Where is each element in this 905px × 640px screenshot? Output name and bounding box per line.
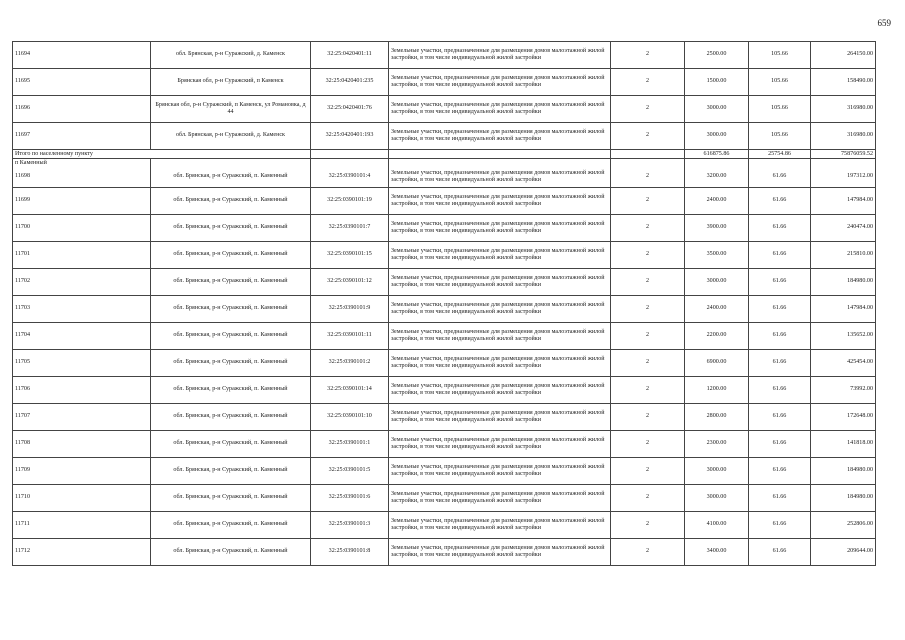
table-row <box>13 404 876 431</box>
permitted-use: Земельные участки, предназначенные для размещения домов малоэтажной жилой застройки, в том числе индивидуальной жилой застройки <box>389 296 611 323</box>
parcel-number: 11707 <box>13 404 151 431</box>
cadastral-value: 197312.00 <box>811 167 876 188</box>
specific-value: 61.66 <box>749 269 811 296</box>
cadastral-number: 32:25:0390101:8 <box>311 539 389 566</box>
parcel-address: обл. Брянская, р-н Суражский, п. Каменный <box>151 485 311 512</box>
parcel-address: обл. Брянская, р-н Суражский, п. Каменный <box>151 188 311 215</box>
locality-empty-cell <box>749 159 811 168</box>
cadastral-value: 172648.00 <box>811 404 876 431</box>
parcel-address: обл. Брянская, р-н Суражский, д. Каменск <box>151 123 311 150</box>
cadastral-number: 32:25:0390101:5 <box>311 458 389 485</box>
cadastral-value: 252806.00 <box>811 512 876 539</box>
parcel-address: обл. Брянская, р-н Суражский, п. Каменный <box>151 323 311 350</box>
parcel-area: 3200.00 <box>685 167 749 188</box>
permitted-use: Земельные участки, предназначенные для размещения домов малоэтажной жилой застройки, в том числе индивидуальной жилой застройки <box>389 123 611 150</box>
parcel-address: обл. Брянская, р-н Суражский, п. Каменный <box>151 404 311 431</box>
cadastral-number: 32:25:0390101:15 <box>311 242 389 269</box>
table-row <box>13 431 876 458</box>
cadastral-number: 32:25:0390101:9 <box>311 296 389 323</box>
locality-empty-cell <box>151 159 311 168</box>
table-body-bottom <box>13 159 876 566</box>
permitted-use: Земельные участки, предназначенные для размещения домов малоэтажной жилой застройки, в том числе индивидуальной жилой застройки <box>389 485 611 512</box>
group-number: 2 <box>611 188 685 215</box>
table-row <box>13 539 876 566</box>
cadastral-number: 32:25:0420401:235 <box>311 69 389 96</box>
specific-value: 61.66 <box>749 167 811 188</box>
permitted-use: Земельные участки, предназначенные для размещения домов малоэтажной жилой застройки, в том числе индивидуальной жилой застройки <box>389 167 611 188</box>
permitted-use: Земельные участки, предназначенные для размещения домов малоэтажной жилой застройки, в том числе индивидуальной жилой застройки <box>389 431 611 458</box>
parcel-address: обл. Брянская, р-н Суражский, п. Каменный <box>151 242 311 269</box>
cadastral-value: 316980.00 <box>811 96 876 123</box>
group-number: 2 <box>611 167 685 188</box>
parcel-number: 11712 <box>13 539 151 566</box>
cadastral-value: 135652.00 <box>811 323 876 350</box>
parcel-area: 2800.00 <box>685 404 749 431</box>
locality-empty-cell <box>611 159 685 168</box>
permitted-use: Земельные участки, предназначенные для размещения домов малоэтажной жилой застройки, в том числе индивидуальной жилой застройки <box>389 242 611 269</box>
summary-row <box>13 150 876 159</box>
parcel-address: обл. Брянская, р-н Суражский, п. Каменный <box>151 269 311 296</box>
cadastral-number: 32:25:0390101:6 <box>311 485 389 512</box>
summary-empty-cell <box>311 150 389 159</box>
cadastral-number: 32:25:0420401:76 <box>311 96 389 123</box>
parcel-area: 3000.00 <box>685 458 749 485</box>
group-number: 2 <box>611 96 685 123</box>
permitted-use: Земельные участки, предназначенные для размещения домов малоэтажной жилой застройки, в том числе индивидуальной жилой застройки <box>389 215 611 242</box>
parcel-number: 11709 <box>13 458 151 485</box>
summary-empty-cell <box>389 150 611 159</box>
parcel-address: обл. Брянская, р-н Суражский, п. Каменный <box>151 539 311 566</box>
locality-empty-cell <box>685 159 749 168</box>
parcel-address: обл. Брянская, р-н Суражский, п. Каменный <box>151 377 311 404</box>
specific-value: 61.66 <box>749 539 811 566</box>
cadastral-number: 32:25:0390101:4 <box>311 167 389 188</box>
table-row <box>13 42 876 69</box>
parcel-area: 2500.00 <box>685 42 749 69</box>
table-row <box>13 485 876 512</box>
permitted-use: Земельные участки, предназначенные для размещения домов малоэтажной жилой застройки, в том числе индивидуальной жилой застройки <box>389 69 611 96</box>
parcel-area: 2400.00 <box>685 296 749 323</box>
parcel-number: 11711 <box>13 512 151 539</box>
group-number: 2 <box>611 123 685 150</box>
table-row <box>13 69 876 96</box>
cadastral-number: 32:25:0390101:19 <box>311 188 389 215</box>
cadastral-number: 32:25:0390101:2 <box>311 350 389 377</box>
land-register-table <box>12 41 876 566</box>
cadastral-number: 32:25:0390101:7 <box>311 215 389 242</box>
parcel-number: 11702 <box>13 269 151 296</box>
parcel-number: 11704 <box>13 323 151 350</box>
parcel-address: обл. Брянская, р-н Суражский, п. Каменный <box>151 215 311 242</box>
cadastral-value: 316980.00 <box>811 123 876 150</box>
cadastral-number: 32:25:0390101:12 <box>311 269 389 296</box>
parcel-number: 11705 <box>13 350 151 377</box>
page-number: 659 <box>877 18 891 28</box>
parcel-number: 11697 <box>13 123 151 150</box>
parcel-number: 11701 <box>13 242 151 269</box>
parcel-area: 3000.00 <box>685 269 749 296</box>
specific-value: 61.66 <box>749 323 811 350</box>
cadastral-value: 147984.00 <box>811 296 876 323</box>
group-number: 2 <box>611 242 685 269</box>
table-row <box>13 167 876 188</box>
cadastral-value: 215810.00 <box>811 242 876 269</box>
parcel-address: обл. Брянская, р-н Суражский, п. Каменный <box>151 350 311 377</box>
specific-value: 61.66 <box>749 350 811 377</box>
parcel-area: 1200.00 <box>685 377 749 404</box>
parcel-number: 11708 <box>13 431 151 458</box>
locality-empty-cell <box>311 159 389 168</box>
parcel-address: обл. Брянская, р-н Суражский, п. Каменный <box>151 296 311 323</box>
cadastral-number: 32:25:0390101:10 <box>311 404 389 431</box>
cadastral-number: 32:25:0390101:11 <box>311 323 389 350</box>
parcel-area: 1500.00 <box>685 69 749 96</box>
summary-empty-cell <box>611 150 685 159</box>
specific-value: 61.66 <box>749 242 811 269</box>
parcel-number: 11696 <box>13 96 151 123</box>
specific-value: 105.66 <box>749 69 811 96</box>
group-number: 2 <box>611 539 685 566</box>
cadastral-value: 184980.00 <box>811 269 876 296</box>
parcel-number: 11699 <box>13 188 151 215</box>
specific-value: 61.66 <box>749 296 811 323</box>
parcel-number: 11706 <box>13 377 151 404</box>
specific-value: 105.66 <box>749 42 811 69</box>
parcel-number: 11694 <box>13 42 151 69</box>
table-row <box>13 123 876 150</box>
parcel-area: 3900.00 <box>685 215 749 242</box>
summary-area: 616875.86 <box>685 150 749 159</box>
parcel-address: обл. Брянская, р-н Суражский, п. Каменный <box>151 167 311 188</box>
specific-value: 61.66 <box>749 431 811 458</box>
specific-value: 105.66 <box>749 123 811 150</box>
table-row <box>13 296 876 323</box>
cadastral-value: 264150.00 <box>811 42 876 69</box>
cadastral-value: 425454.00 <box>811 350 876 377</box>
table-row <box>13 242 876 269</box>
locality-empty-cell <box>389 159 611 168</box>
parcel-area: 2400.00 <box>685 188 749 215</box>
cadastral-number: 32:25:0390101:14 <box>311 377 389 404</box>
cadastral-value: 158490.00 <box>811 69 876 96</box>
permitted-use: Земельные участки, предназначенные для размещения домов малоэтажной жилой застройки, в том числе индивидуальной жилой застройки <box>389 350 611 377</box>
permitted-use: Земельные участки, предназначенные для размещения домов малоэтажной жилой застройки, в том числе индивидуальной жилой застройки <box>389 377 611 404</box>
table-row <box>13 269 876 296</box>
locality-name: п Каменный <box>13 159 151 168</box>
parcel-number: 11695 <box>13 69 151 96</box>
parcel-address: Брянская обл, р-н Суражский, п Каменск, ул Романовка, д 44 <box>151 96 311 123</box>
parcel-number: 11698 <box>13 167 151 188</box>
parcel-area: 2300.00 <box>685 431 749 458</box>
parcel-number: 11710 <box>13 485 151 512</box>
parcel-area: 6900.00 <box>685 350 749 377</box>
cadastral-value: 141818.00 <box>811 431 876 458</box>
summary-section <box>13 150 876 159</box>
specific-value: 61.66 <box>749 404 811 431</box>
permitted-use: Земельные участки, предназначенные для размещения домов малоэтажной жилой застройки, в том числе индивидуальной жилой застройки <box>389 458 611 485</box>
group-number: 2 <box>611 431 685 458</box>
group-number: 2 <box>611 404 685 431</box>
group-number: 2 <box>611 296 685 323</box>
group-number: 2 <box>611 377 685 404</box>
summary-label: Итого по населенному пункту <box>13 150 311 159</box>
permitted-use: Земельные участки, предназначенные для размещения домов малоэтажной жилой застройки, в том числе индивидуальной жилой застройки <box>389 96 611 123</box>
locality-row <box>13 159 876 168</box>
summary-rate: 25754.86 <box>749 150 811 159</box>
specific-value: 61.66 <box>749 215 811 242</box>
parcel-area: 3000.00 <box>685 96 749 123</box>
parcel-number: 11703 <box>13 296 151 323</box>
parcel-address: обл. Брянская, р-н Суражский, п. Каменный <box>151 431 311 458</box>
permitted-use: Земельные участки, предназначенные для размещения домов малоэтажной жилой застройки, в том числе индивидуальной жилой застройки <box>389 404 611 431</box>
cadastral-value: 240474.00 <box>811 215 876 242</box>
permitted-use: Земельные участки, предназначенные для размещения домов малоэтажной жилой застройки, в том числе индивидуальной жилой застройки <box>389 42 611 69</box>
parcel-address: обл. Брянская, р-н Суражский, п. Каменный <box>151 512 311 539</box>
parcel-area: 3000.00 <box>685 485 749 512</box>
cadastral-value: 184980.00 <box>811 458 876 485</box>
permitted-use: Земельные участки, предназначенные для размещения домов малоэтажной жилой застройки, в том числе индивидуальной жилой застройки <box>389 323 611 350</box>
group-number: 2 <box>611 215 685 242</box>
permitted-use: Земельные участки, предназначенные для размещения домов малоэтажной жилой застройки, в том числе индивидуальной жилой застройки <box>389 188 611 215</box>
group-number: 2 <box>611 485 685 512</box>
locality-empty-cell <box>811 159 876 168</box>
table-row <box>13 458 876 485</box>
group-number: 2 <box>611 69 685 96</box>
cadastral-number: 32:25:0420401:11 <box>311 42 389 69</box>
cadastral-value: 184980.00 <box>811 485 876 512</box>
specific-value: 61.66 <box>749 188 811 215</box>
parcel-area: 3000.00 <box>685 123 749 150</box>
group-number: 2 <box>611 269 685 296</box>
parcel-area: 3400.00 <box>685 539 749 566</box>
cadastral-value: 147984.00 <box>811 188 876 215</box>
specific-value: 61.66 <box>749 512 811 539</box>
parcel-area: 4100.00 <box>685 512 749 539</box>
permitted-use: Земельные участки, предназначенные для размещения домов малоэтажной жилой застройки, в том числе индивидуальной жилой застройки <box>389 269 611 296</box>
permitted-use: Земельные участки, предназначенные для размещения домов малоэтажной жилой застройки, в том числе индивидуальной жилой застройки <box>389 512 611 539</box>
specific-value: 61.66 <box>749 458 811 485</box>
group-number: 2 <box>611 323 685 350</box>
cadastral-number: 32:25:0420401:193 <box>311 123 389 150</box>
cadastral-number: 32:25:0390101:3 <box>311 512 389 539</box>
table-row <box>13 350 876 377</box>
group-number: 2 <box>611 42 685 69</box>
specific-value: 61.66 <box>749 377 811 404</box>
parcel-address: обл. Брянская, р-н Суражский, д. Каменск <box>151 42 311 69</box>
table-row <box>13 188 876 215</box>
specific-value: 105.66 <box>749 96 811 123</box>
table-row <box>13 96 876 123</box>
table-row <box>13 215 876 242</box>
group-number: 2 <box>611 512 685 539</box>
parcel-address: обл. Брянская, р-н Суражский, п. Каменный <box>151 458 311 485</box>
permitted-use: Земельные участки, предназначенные для размещения домов малоэтажной жилой застройки, в том числе индивидуальной жилой застройки <box>389 539 611 566</box>
cadastral-value: 209644.00 <box>811 539 876 566</box>
table-body-top <box>13 42 876 150</box>
group-number: 2 <box>611 350 685 377</box>
parcel-area: 2200.00 <box>685 323 749 350</box>
cadastral-value: 73992.00 <box>811 377 876 404</box>
specific-value: 61.66 <box>749 485 811 512</box>
table-row <box>13 323 876 350</box>
parcel-address: Брянская обл, р-н Суражский, п Каменск <box>151 69 311 96</box>
table-row <box>13 377 876 404</box>
parcel-number: 11700 <box>13 215 151 242</box>
cadastral-number: 32:25:0390101:1 <box>311 431 389 458</box>
table-row <box>13 512 876 539</box>
group-number: 2 <box>611 458 685 485</box>
summary-cost: 75876059.52 <box>811 150 876 159</box>
parcel-area: 3500.00 <box>685 242 749 269</box>
